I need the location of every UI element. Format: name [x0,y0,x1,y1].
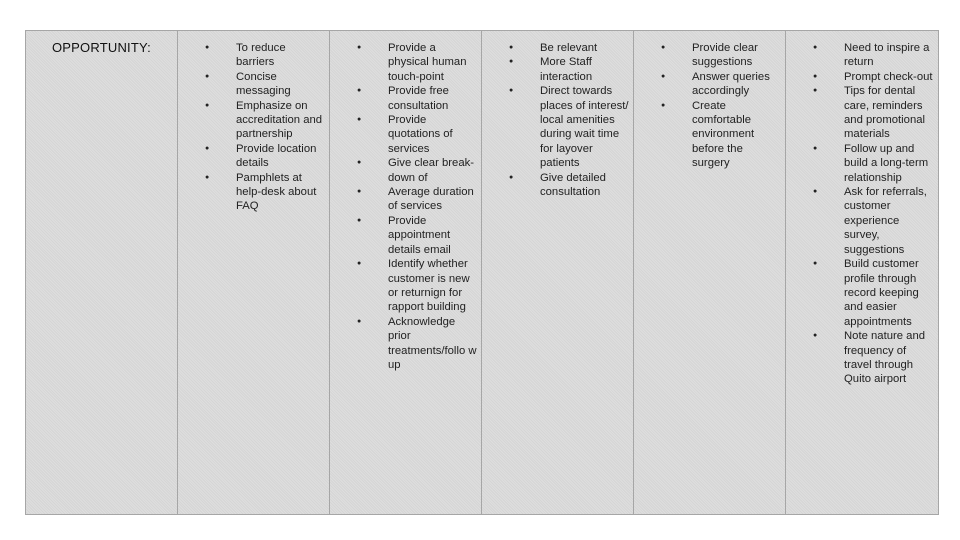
bullet-item: ● Give clear break-down of [330,156,481,185]
bullet-item: ● Follow up and build a long-term relationship [786,142,938,185]
opportunity-label: OPPORTUNITY: [52,40,151,55]
bullet-item: ● Provide quotations of services [330,113,481,156]
bullet-list [330,41,481,372]
bullet-item: ● Be relevant [482,41,633,55]
bullet-item: ● Answer queries accordingly [634,70,785,99]
bullet-item: ● Provide appointment details email [330,214,481,257]
bullet-item: ● Create comfortable environment before the surgery [634,99,785,171]
bullet-item: ● More Staff interaction [482,55,633,84]
bullet-list [178,41,329,214]
bullet-item: ● Ask for referrals, customer experience survey, suggestions [786,185,938,257]
bullet-item: ● Build customer profile through record keeping and easier appointments [786,257,938,329]
bullet-item: ● Direct towards places of interest/ local amenities during wait time for layover patients [482,84,633,170]
bullet-item: ● To reduce barriers [178,41,329,70]
bullet-item: ● Provide a physical human touch-point [330,41,481,84]
bullet-item: ● Tips for dental care, reminders and promotional materials [786,84,938,142]
opportunity-cell-1 [178,31,330,514]
opportunity-table [25,30,939,515]
bullet-item: ● Provide clear suggestions [634,41,785,70]
bullet-item: ● Note nature and frequency of travel through Quito airport [786,329,938,387]
bullet-item: ● Pamphlets at help-desk about FAQ [178,171,329,214]
bullet-item: ● Emphasize on accreditation and partnership [178,99,329,142]
bullet-item: ● Provide free consultation [330,84,481,113]
bullet-list [786,41,938,387]
opportunity-cell-2 [330,31,482,514]
opportunity-cell-3 [482,31,634,514]
header-cell [26,31,178,514]
bullet-item: ● Identify whether customer is new or returnign for rapport building [330,257,481,315]
bullet-item: ● Prompt check-out [786,70,938,84]
bullet-item: ● Average duration of services [330,185,481,214]
bullet-item: ● Concise messaging [178,70,329,99]
bullet-item: ● Need to inspire a return [786,41,938,70]
bullet-list [634,41,785,171]
opportunity-cell-5 [786,31,938,514]
bullet-list [482,41,633,199]
bullet-item: ● Acknowledge prior treatments/follo w up [330,315,481,373]
bullet-item: ● Give detailed consultation [482,171,633,200]
bullet-item: ● Provide location details [178,142,329,171]
opportunity-cell-4 [634,31,786,514]
